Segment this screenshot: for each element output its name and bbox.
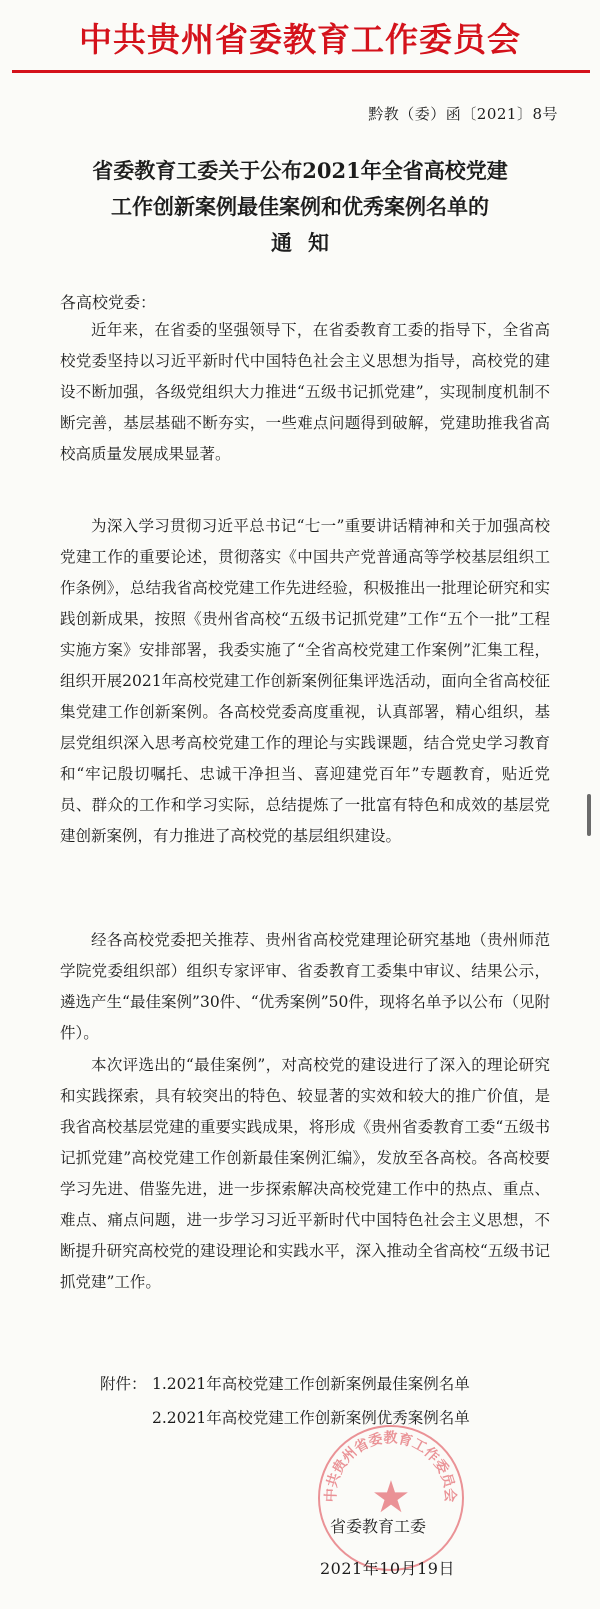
attachments-label: 附件： <box>100 1375 147 1393</box>
seal-star-icon: ★ <box>371 1472 411 1523</box>
body-paragraph-3: 经各高校党委把关推荐、贵州省高校党建理论研究基地（贵州师范学院党委组织部）组织专家评审、省委教育工委集中审议、结果公示，遴选产生“最佳案例”30件、“优秀案例”50件，现将名单予以公布（见附件）。 <box>60 931 550 1042</box>
salutation: 各高校党委： <box>60 293 157 312</box>
body-paragraph-2: 为深入学习贯彻习近平总书记“七一”重要讲话精神和关于加强高校党建工作的重要论述，贯彻落实《中国共产党普通高等学校基层组织工作条例》，总结我省高校党建工作先进经验，积极推出一批理论研究和实践创新成果，按照《贵州省高校“五级书记抓党建”工作“五个一批”工程实施方案》安排部署，我委实施了“全省高校党建工作案例”汇集工程，组织开展2021年高校党建工作创新案例征集评选活动，面向全省高校征集党建工作创新案例。各高校党委高度重视，认真部署，精心组织，基层党组织深入思考高校党建工作的理论与实践课题，结合党史学习教育和“牢记殷切嘱托、忠诚干净担当、喜迎建党百年”专题教育，贴近党员、群众的工作和学习实际，总结提炼了一批富有特色和成效的基层党建创新案例，有力推进了高校党的基层组织建设。 <box>60 517 550 845</box>
letterhead: 中共贵州省委教育工作委员会 <box>79 20 521 59</box>
seal-text: 中共贵州省委教育工作委员会 <box>323 1430 458 1503</box>
body-paragraph-1: 近年来，在省委的坚强领导下，在省委教育工委的指导下，全省高校党委坚持以习近平新时代中国特色社会主义思想为指导，高校党的建设不断加强，各级党组织大力推进“五级书记抓党建”，实现制度机制不断完善，基层基础不断夯实，一些难点问题得到破解，党建助推我省高校高质量发展成果显著。 <box>60 321 550 463</box>
issuer-signature: 省委教育工委 <box>330 1517 427 1536</box>
red-divider-rule <box>12 70 590 73</box>
issue-date: 2021年10月19日 <box>320 1559 455 1578</box>
scrollbar-thumb[interactable] <box>587 794 591 836</box>
attachment-item-2: 2.2021年高校党建工作创新案例优秀案例名单 <box>152 1409 470 1427</box>
attachment-item-1: 1.2021年高校党建工作创新案例最佳案例名单 <box>152 1375 470 1393</box>
attachment-item <box>100 1367 470 1401</box>
title-line-2: 工作创新案例最佳案例和优秀案例名单的 <box>111 194 489 219</box>
document-number: 黔教（委）函〔2021〕8号 <box>368 105 558 123</box>
title-line-1: 省委教育工委关于公布2021年全省高校党建 <box>92 158 508 183</box>
title-line-3: 通知 <box>271 230 345 255</box>
document-title <box>30 153 570 261</box>
attachments-list <box>100 1367 470 1435</box>
official-seal <box>318 1425 464 1571</box>
body-paragraph-4: 本次评选出的“最佳案例”，对高校党的建设进行了深入的理论研究和实践探索，具有较突出的特色、较显著的实效和较大的推广价值，是我省高校基层党建的重要实践成果，将形成《贵州省委教育工委“五级书记抓党建”高校党建工作创新最佳案例汇编》，发放至各高校。各高校要学习先进、借鉴先进，进一步探索解决高校党建工作中的热点、重点、难点、痛点问题，进一步学习习近平新时代中国特色社会主义思想，不断提升研究高校党的建设理论和实践水平，深入推动全省高校“五级书记抓党建”工作。 <box>60 1056 550 1291</box>
